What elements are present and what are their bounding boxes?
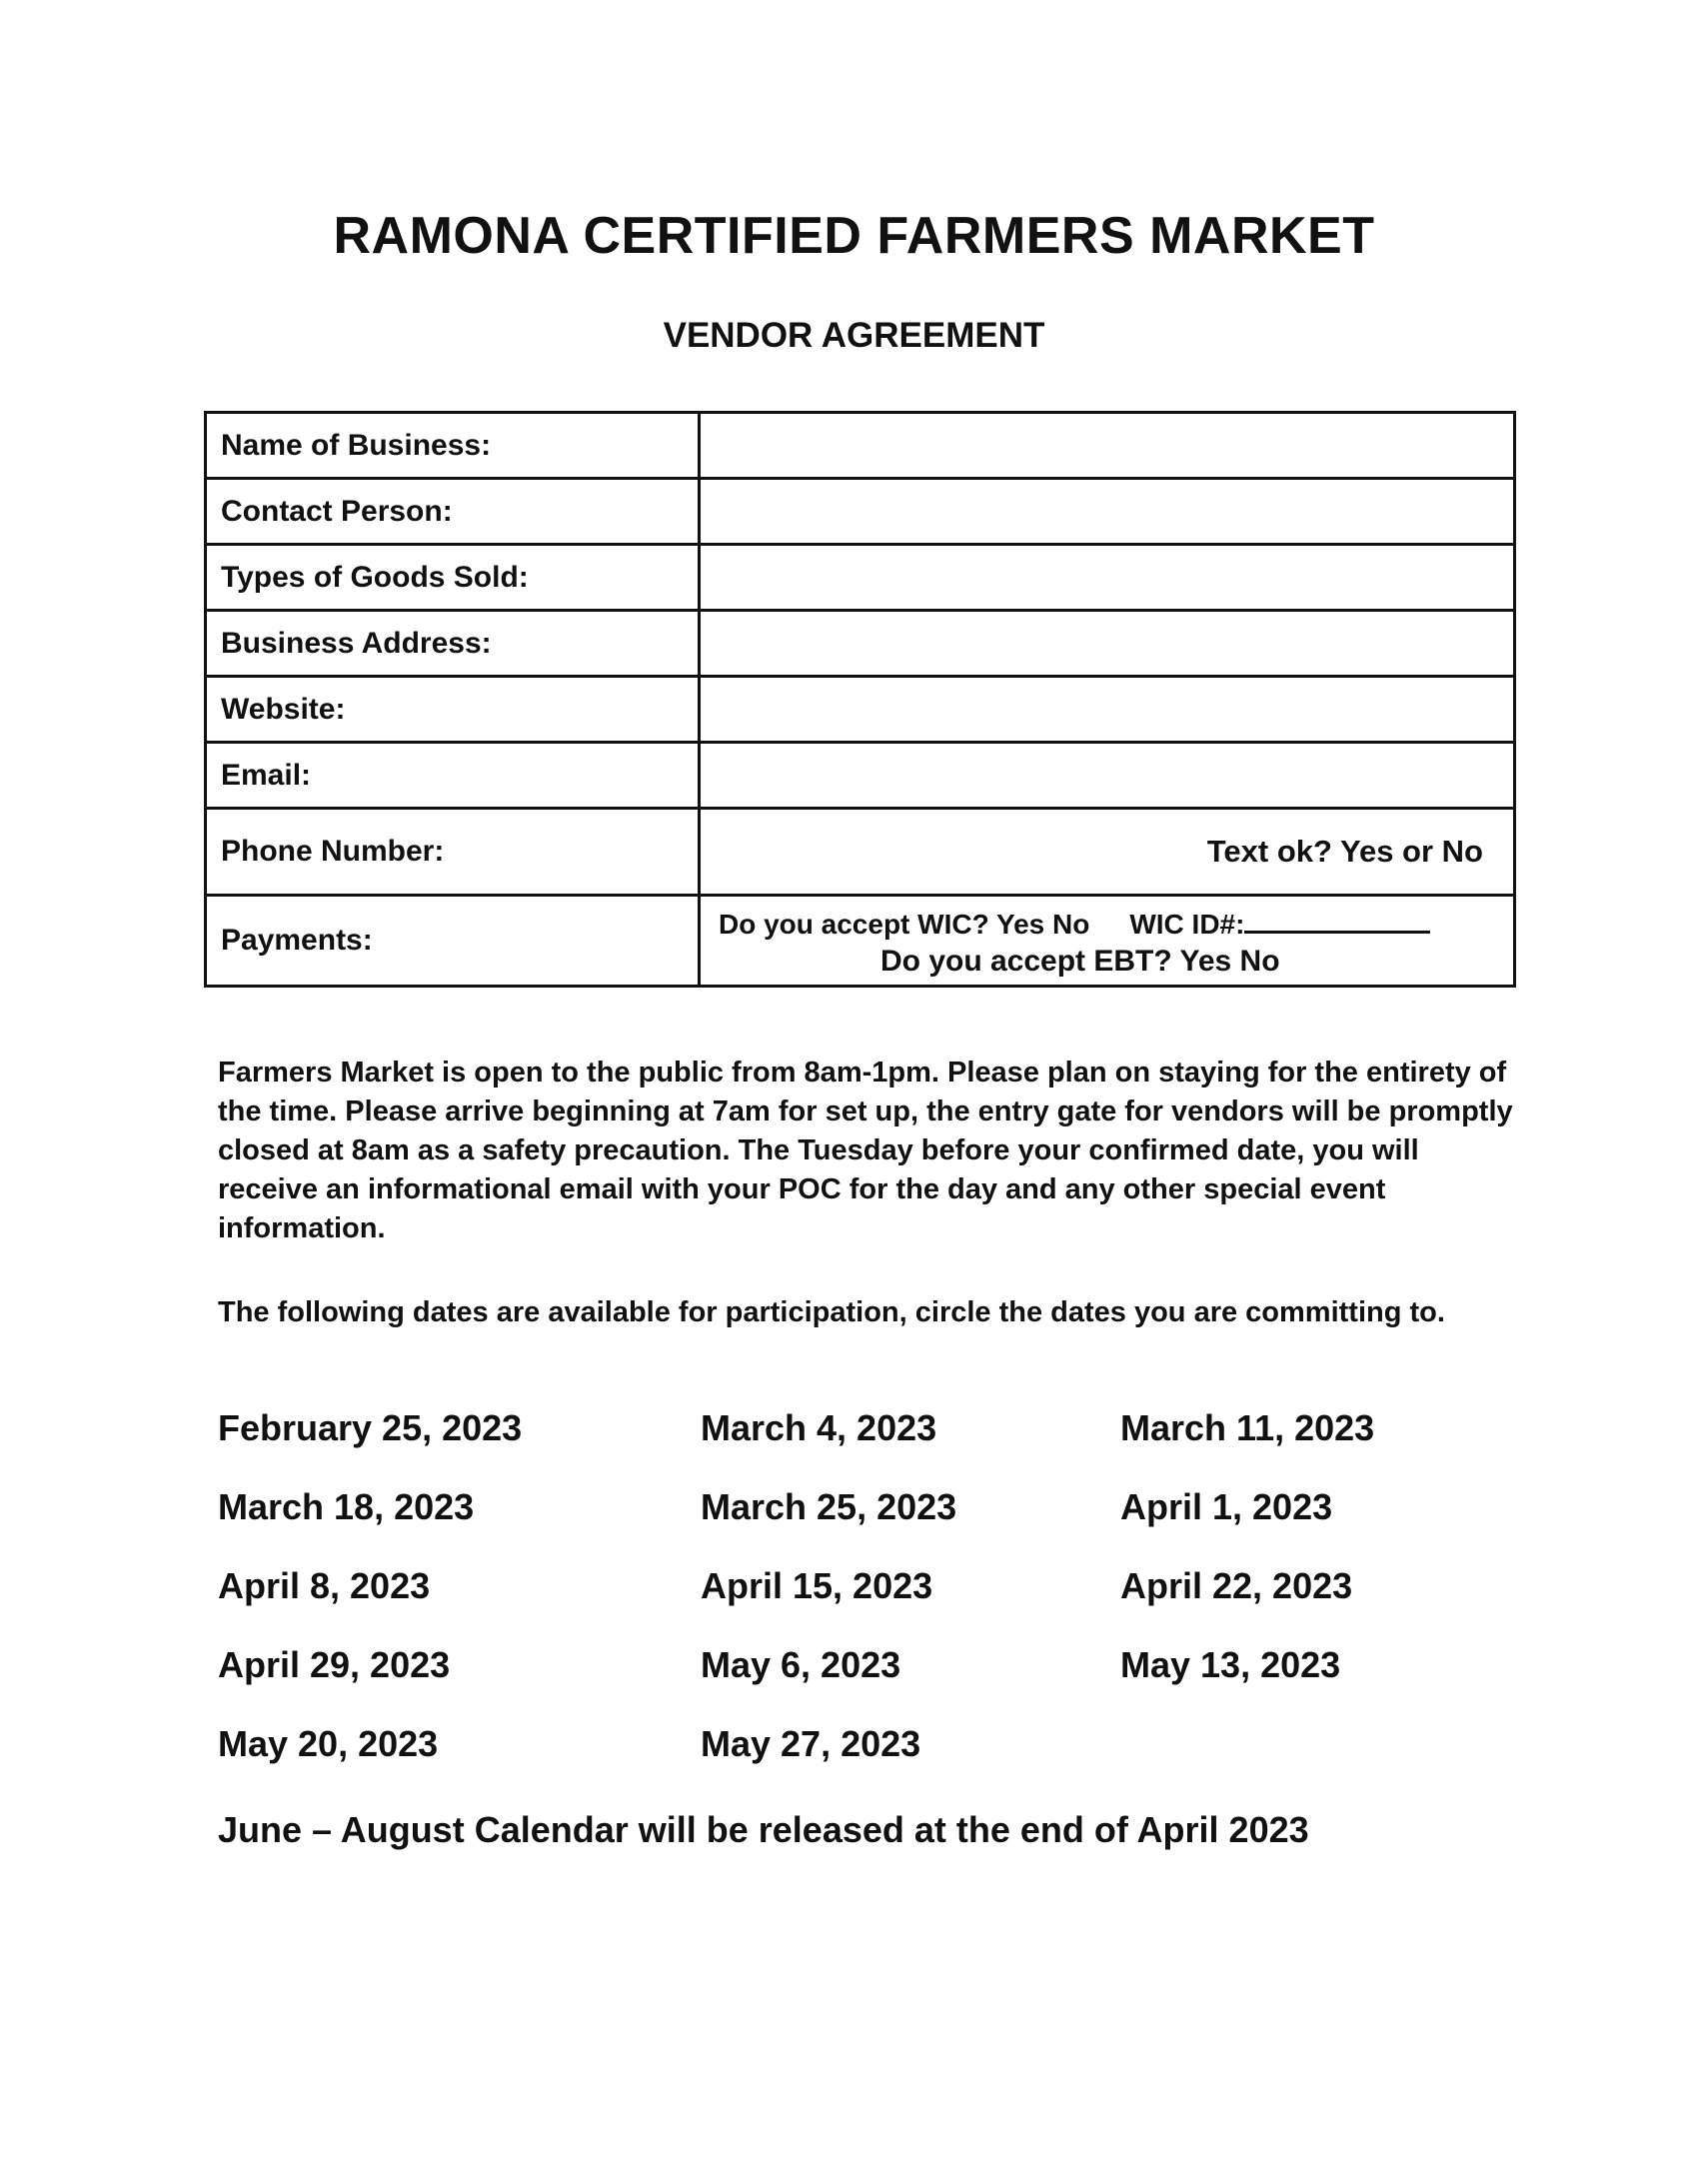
date-option[interactable]: May 13, 2023 xyxy=(1120,1644,1341,1685)
wic-id-label: WIC ID#: xyxy=(1129,909,1245,940)
page-title: RAMONA CERTIFIED FARMERS MARKET xyxy=(333,207,1375,265)
dates-grid xyxy=(218,1407,1507,1802)
page-subtitle: VENDOR AGREEMENT xyxy=(663,316,1045,355)
form-row-goods-sold xyxy=(206,545,1515,611)
form-row-business-address xyxy=(206,611,1515,677)
field-label: Payments: xyxy=(206,896,700,987)
date-option[interactable]: March 25, 2023 xyxy=(701,1486,957,1527)
field-label: Types of Goods Sold: xyxy=(206,545,700,611)
date-option[interactable]: March 18, 2023 xyxy=(218,1486,475,1527)
date-row xyxy=(218,1486,1507,1565)
wic-question[interactable]: Do you accept WIC? Yes No xyxy=(719,909,1090,940)
email-field[interactable] xyxy=(700,743,1515,809)
date-row xyxy=(218,1723,1507,1802)
website-field[interactable] xyxy=(700,677,1515,743)
business-address-field[interactable] xyxy=(700,611,1515,677)
field-label: Website: xyxy=(206,677,700,743)
business-name-field[interactable] xyxy=(700,413,1515,479)
form-row-payments xyxy=(206,896,1515,987)
date-row xyxy=(218,1407,1507,1486)
field-label: Name of Business: xyxy=(206,413,700,479)
field-label: Phone Number: xyxy=(206,809,700,896)
date-row xyxy=(218,1644,1507,1723)
field-label: Contact Person: xyxy=(206,479,700,545)
date-option[interactable]: March 11, 2023 xyxy=(1120,1407,1375,1448)
contact-person-field[interactable] xyxy=(700,479,1515,545)
date-option[interactable]: April 15, 2023 xyxy=(701,1565,933,1606)
calendar-release-note: June – August Calendar will be released at the end of April 2023 xyxy=(218,1809,1309,1850)
dates-instruction-paragraph: The following dates are available for participation, circle the dates you are committing to. xyxy=(218,1296,1445,1328)
form-row-website xyxy=(206,677,1515,743)
field-label: Email: xyxy=(206,743,700,809)
vendor-form-table xyxy=(204,411,1516,988)
market-hours-paragraph: Farmers Market is open to the public from 8am-1pm. Please plan on staying for the entirety of the time. Please arrive beginning at 7am for set up, the entry gate for vendors will be promptly closed at 8am as a safety precaution. The Tuesday before your confirmed date, you will receive an informational email with your POC for the day and any other special event information. xyxy=(218,1057,1513,1244)
form-row-contact-person xyxy=(206,479,1515,545)
form-row-business-name xyxy=(206,413,1515,479)
form-row-phone xyxy=(206,809,1515,896)
field-label: Business Address: xyxy=(206,611,700,677)
date-option[interactable]: April 29, 2023 xyxy=(218,1644,451,1685)
date-option[interactable]: May 6, 2023 xyxy=(701,1644,901,1685)
date-option[interactable]: April 22, 2023 xyxy=(1120,1565,1353,1606)
date-row xyxy=(218,1565,1507,1644)
date-option[interactable]: February 25, 2023 xyxy=(218,1407,523,1448)
goods-sold-field[interactable] xyxy=(700,545,1515,611)
date-option[interactable]: May 27, 2023 xyxy=(701,1723,921,1764)
wic-line xyxy=(719,907,1430,941)
phone-number-field[interactable] xyxy=(700,809,1515,896)
date-option[interactable]: April 1, 2023 xyxy=(1120,1486,1333,1527)
payments-field xyxy=(700,896,1515,987)
text-ok-option[interactable]: Text ok? Yes or No xyxy=(1206,834,1483,869)
date-option[interactable]: March 4, 2023 xyxy=(701,1407,937,1448)
date-option[interactable]: April 8, 2023 xyxy=(218,1565,431,1606)
wic-id-field[interactable] xyxy=(1244,907,1430,934)
ebt-question[interactable]: Do you accept EBT? Yes No xyxy=(880,945,1280,978)
form-row-email xyxy=(206,743,1515,809)
date-option[interactable]: May 20, 2023 xyxy=(218,1723,439,1764)
